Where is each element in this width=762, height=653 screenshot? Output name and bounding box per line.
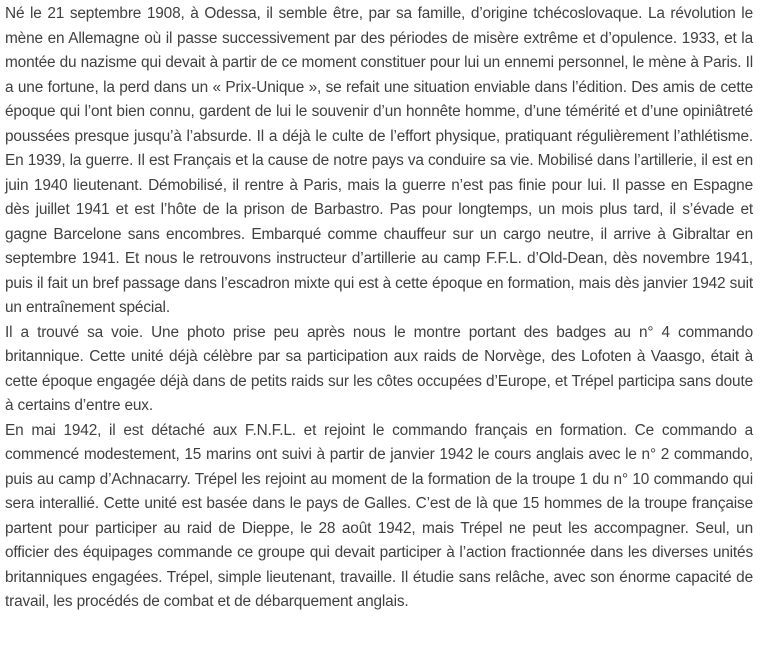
paragraph-3: En mai 1942, il est détaché aux F.N.F.L. et rejoint le commando français en formation. Ce commando a commencé modestement, 15 marins ont suivi à partir de janvier 1942 le cours anglais avec le n° 2 commando, puis au camp d’Achnacarry. Trépel les rejoint au moment de la formation de la troupe 1 du n° 10 commando qui sera interallié. Cette unité est basée dans le pays de Galles. C’est de là que 15 hommes de la troupe française partent pour participer au raid de Dieppe, le 28 août 1942, mais Trépel ne peut les accompagner. Seul, un officier des équipages commande ce groupe qui devait participer à l’action fractionnée dans les diverses unités britanniques engagées. Trépel, simple lieutenant, travaille. Il étudie sans relâche, avec son énorme capacité de travail, les procédés de combat et de débarquement anglais. — [5, 421, 753, 610]
article-body — [5, 2, 753, 615]
paragraph-2: Il a trouvé sa voie. Une photo prise peu après nous le montre portant des badges au n° 4 commando britannique. Cette unité déjà célèbre par sa participation aux raids de Norvège, des Lofoten à Vaasgo, était à cette époque engagée déjà dans de petits raids sur les côtes occupées d’Europe, et Trépel participa sans doute à certains d’entre eux. — [5, 323, 753, 414]
paragraph-1: Né le 21 septembre 1908, à Odessa, il semble être, par sa famille, d’origine tchécoslovaque. La révolution le mène en Allemagne où il passe successivement par des périodes de misère extrême et d’opulence. 1933, et la montée du nazisme qui devait à partir de ce moment constituer pour lui un ennemi personnel, le mène à Paris. Il a une fortune, la perd dans un « Prix-Unique », se refait une situation enviable dans l’édition. Des amis de cette époque qui l’ont bien connu, gardent de lui le souvenir d’un honnête homme, d’une témérité et d’une opiniâtreté poussées presque jusqu’à l’absurde. Il a déjà le culte de l’effort physique, pratiquant régulièrement l’athlétisme. En 1939, la guerre. Il est Français et la cause de notre pays va conduire sa vie. Mobilisé dans l’artillerie, il est en juin 1940 lieutenant. Démobilisé, il rentre à Paris, mais la guerre n’est pas finie pour lui. Il passe en Espagne dès juillet 1941 et est l’hôte de la prison de Barbastro. Pas pour longtemps, un mois plus tard, il s’évade et gagne Barcelone sans encombres. Embarqué comme chauffeur sur un cargo neutre, il arrive à Gibraltar en septembre 1941. Et nous le retrouvons instructeur d’artillerie au camp F.F.L. d’Old-Dean, dès novembre 1941, puis il fait un bref passage dans l’escadron mixte qui est à cette époque en formation, mais dès janvier 1942 suit un entraînement spécial. — [5, 5, 753, 316]
